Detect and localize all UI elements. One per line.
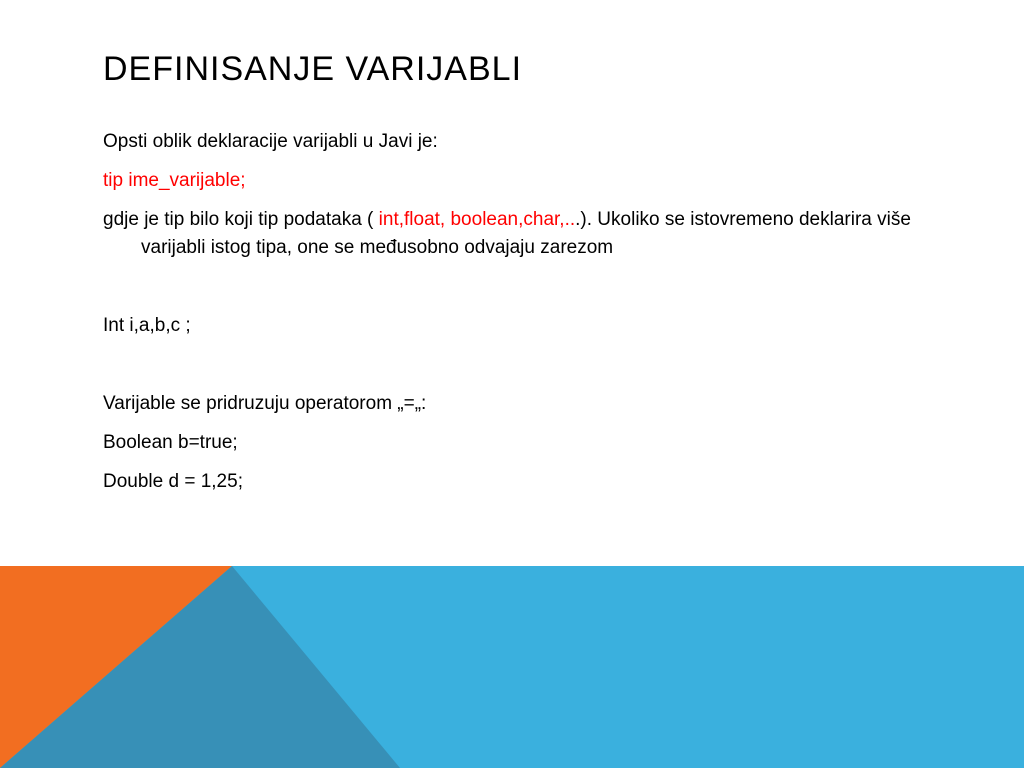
- description-prefix: gdje je tip bilo koji tip podataka (: [103, 209, 379, 230]
- assign-intro-text: Varijable se pridruzuju operatorom „=„:: [103, 393, 427, 414]
- decorative-band: [0, 566, 1024, 768]
- slide-body: [103, 128, 933, 496]
- example-int: Int i,a,b,c ;: [103, 315, 191, 336]
- description-types: int,float, boolean,char,..: [378, 209, 576, 230]
- example-boolean: Boolean b=true;: [103, 432, 238, 453]
- description-suffix: .). Ukoliko se istovremeno deklarira više varijabli istog tipa, one se međusobno odvajaju zarezom: [141, 209, 911, 258]
- example-double: Double d = 1,25;: [103, 471, 243, 492]
- syntax-text: tip ime_varijable;: [103, 170, 246, 191]
- slide-title: DEFINISANJE VARIJABLI: [103, 50, 523, 88]
- intro-text: Opsti oblik deklaracije varijabli u Javi je:: [103, 131, 438, 152]
- description-paragraph: [103, 206, 933, 262]
